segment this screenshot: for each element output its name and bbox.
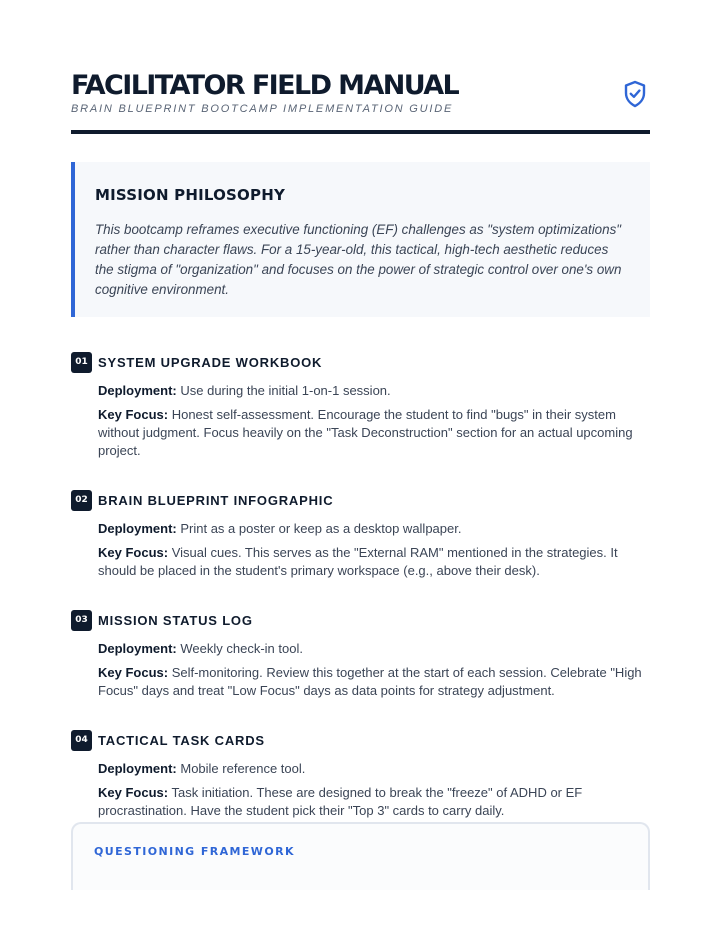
section-title: TACTICAL TASK CARDS — [98, 732, 265, 748]
deployment-value: Use during the initial 1-on-1 session. — [180, 383, 391, 398]
deployment-text — [98, 640, 650, 658]
section-number-badge: 01 — [71, 352, 92, 373]
deployment-value: Weekly check-in tool. — [180, 641, 303, 656]
key-focus-value: Task initiation. These are designed to break the "freeze" of ADHD or EF procrastination. Have the student pick their "Top 3" cards to carry daily. — [98, 785, 583, 818]
section-title: SYSTEM UPGRADE WORKBOOK — [98, 354, 323, 370]
philosophy-title: MISSION PHILOSOPHY — [95, 186, 286, 204]
key-focus-label: Key Focus: — [98, 407, 169, 422]
section-number-badge: 03 — [71, 610, 92, 631]
deployment-text — [98, 382, 650, 400]
deployment-value: Print as a poster or keep as a desktop wallpaper. — [180, 521, 462, 536]
mission-philosophy-box — [71, 162, 650, 317]
key-focus-text — [98, 664, 650, 700]
deployment-text — [98, 760, 650, 778]
deployment-value: Mobile reference tool. — [180, 761, 306, 776]
questioning-framework-title: QUESTIONING FRAMEWORK — [94, 845, 295, 858]
header-divider — [71, 130, 650, 134]
section-body — [98, 382, 650, 460]
section-tactical-task-cards — [71, 729, 650, 826]
page-title: FACILITATOR FIELD MANUAL — [71, 70, 459, 101]
page-bottom-margin — [0, 890, 720, 932]
deployment-label: Deployment: — [98, 641, 177, 656]
philosophy-body: This bootcamp reframes executive functioning (EF) challenges as "system optimizations" rather than character flaws. For a 15-year-old, this tactical, high-tech aesthetic reduces the stigma of "organization" and focuses on the power of strategic control over one's own cognitive environment. — [95, 222, 622, 297]
section-mission-status-log — [71, 609, 650, 706]
key-focus-label: Key Focus: — [98, 545, 169, 560]
section-brain-blueprint-infographic — [71, 489, 650, 586]
section-header — [71, 489, 650, 511]
deployment-label: Deployment: — [98, 521, 177, 536]
key-focus-text — [98, 784, 650, 820]
deployment-label: Deployment: — [98, 761, 177, 776]
section-number-badge: 02 — [71, 490, 92, 511]
key-focus-value: Self-monitoring. Review this together at the start of each session. Celebrate "High Focus" days and treat "Low Focus" days as data points for strategy adjustment. — [98, 665, 642, 698]
shield-check-icon — [623, 80, 647, 108]
deployment-text — [98, 520, 650, 538]
deployment-label: Deployment: — [98, 383, 177, 398]
section-title: BRAIN BLUEPRINT INFOGRAPHIC — [98, 492, 334, 508]
section-number-badge: 04 — [71, 730, 92, 751]
key-focus-label: Key Focus: — [98, 665, 169, 680]
section-header — [71, 609, 650, 631]
section-body — [98, 520, 650, 580]
section-body — [98, 760, 650, 820]
key-focus-value: Honest self-assessment. Encourage the student to find "bugs" in their system without judgment. Focus heavily on the "Task Deconstruction" section for an actual upcoming project. — [98, 407, 633, 458]
key-focus-label: Key Focus: — [98, 785, 169, 800]
section-system-upgrade-workbook — [71, 351, 650, 466]
section-header — [71, 351, 650, 373]
page-subtitle: BRAIN BLUEPRINT BOOTCAMP IMPLEMENTATION GUIDE — [71, 103, 454, 115]
section-body — [98, 640, 650, 700]
section-title: MISSION STATUS LOG — [98, 612, 253, 628]
header — [71, 70, 650, 116]
key-focus-value: Visual cues. This serves as the "External RAM" mentioned in the strategies. It should be placed in the student's primary workspace (e.g., above their desk). — [98, 545, 618, 578]
key-focus-text — [98, 406, 650, 460]
key-focus-text — [98, 544, 650, 580]
section-header — [71, 729, 650, 751]
